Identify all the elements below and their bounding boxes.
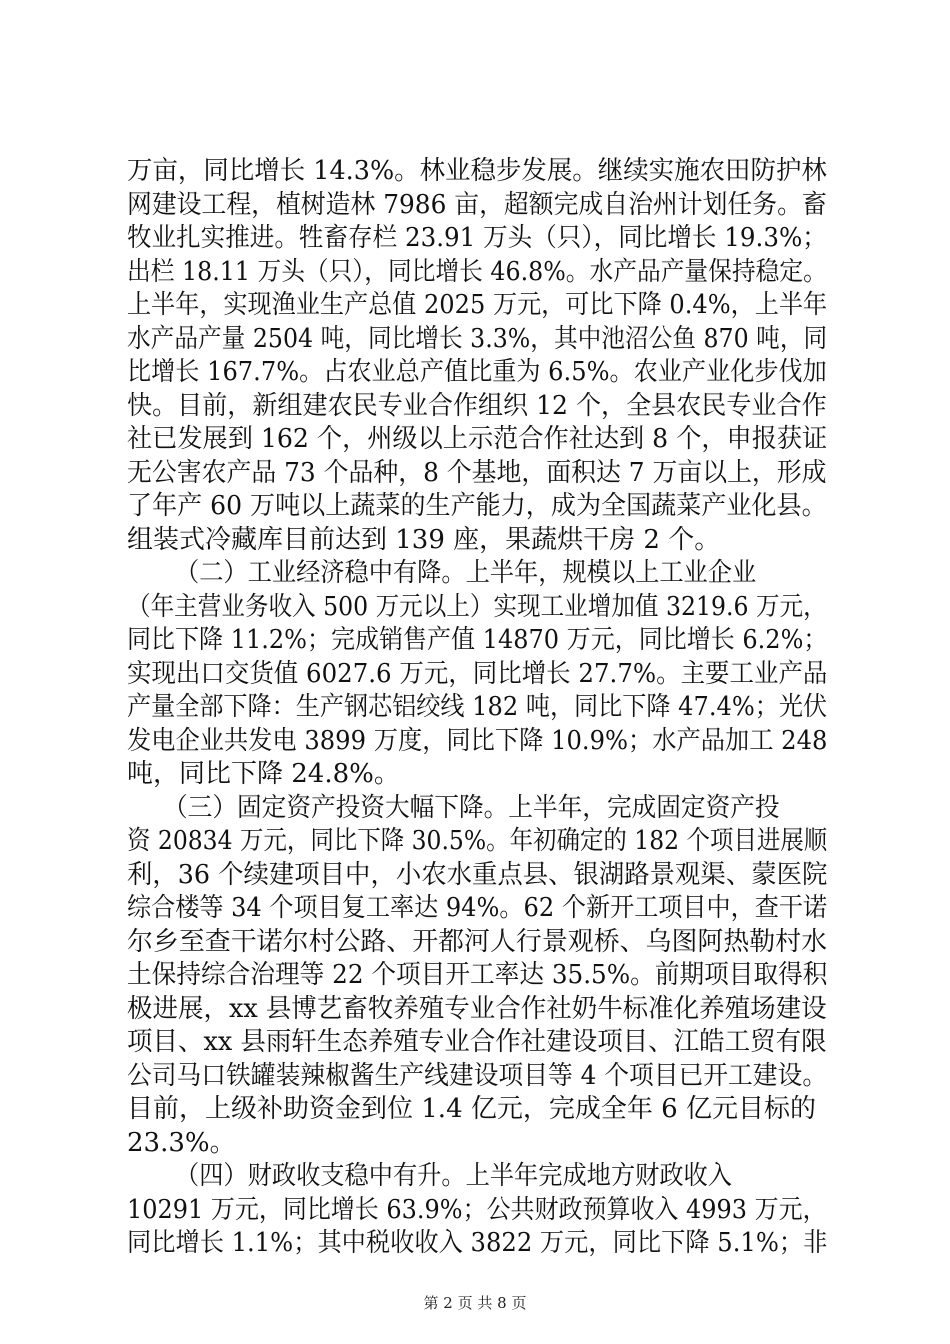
text-line: 上半年，实现渔业生产总值 2025 万元，可比下降 0.4%，上半年 [127, 290, 828, 320]
text-line: 吨，同比下降 24.8%。 [127, 759, 400, 789]
text-line: 项目、xx 县雨轩生态养殖专业合作社建设项目、江皓工贸有限 [127, 1027, 827, 1057]
section-heading-line: （二）工业经济稳中有降。上半年，规模以上工业企业 [175, 558, 757, 588]
text-line: 万亩，同比增长 14.3%。林业稳步发展。继续实施农田防护林 [127, 156, 827, 186]
page-footer: 第 2 页 共 8 页 [423, 1294, 527, 1312]
text-line: 组装式冷藏库目前达到 139 座，果蔬烘干房 2 个。 [127, 525, 721, 555]
text-line: 公司马口铁罐装辣椒酱生产线建设项目等 4 个项目已开工建设。 [127, 1061, 828, 1091]
section-heading-line: （四）财政收支稳中有升。上半年完成地方财政收入 [175, 1161, 732, 1191]
text-line: 土保持综合治理等 22 个项目开工率达 35.5%。前期项目取得积 [127, 960, 828, 990]
text-line: 网建设工程，植树造林 7986 亩，超额完成自治州计划任务。畜 [127, 190, 827, 220]
text-line: （年主营业务收入 500 万元以上）实现工业增加值 3219.6 万元， [127, 592, 827, 622]
text-line: 比增长 167.7%。占农业总产值比重为 6.5%。农业产业化步伐加 [127, 357, 827, 387]
text-line: 同比增长 1.1%；其中税收收入 3822 万元，同比下降 5.1%；非 [127, 1228, 828, 1258]
text-line: 10291 万元，同比增长 63.9%；公共财政预算收入 4993 万元， [127, 1195, 827, 1225]
text-line: 水产品产量 2504 吨，同比增长 3.3%，其中池沼公鱼 870 吨，同 [127, 324, 828, 354]
text-line: 极进展，xx 县博艺畜牧养殖专业合作社奶牛标准化养殖场建设 [127, 994, 827, 1024]
text-line: 目前，上级补助资金到位 1.4 亿元，完成全年 6 亿元目标的 [127, 1094, 816, 1124]
text-line: 产量全部下降：生产钢芯铝绞线 182 吨，同比下降 47.4%；光伏 [127, 692, 828, 722]
text-line: 出栏 18.11 万头（只），同比增长 46.8%。水产品产量保持稳定。 [127, 257, 827, 287]
text-line: 利，36 个续建项目中，小农水重点县、银湖路景观渠、蒙医院 [127, 860, 828, 890]
text-line: 综合楼等 34 个项目复工率达 94%。62 个新开工项目中，查干诺 [127, 893, 828, 923]
text-line: 发电企业共发电 3899 万度，同比下降 10.9%；水产品加工 248 [127, 726, 828, 756]
text-line: 牧业扎实推进。牲畜存栏 23.91 万头（只），同比增长 19.3%； [127, 223, 827, 253]
text-line: 了年产 60 万吨以上蔬菜的生产能力，成为全国蔬菜产业化县。 [127, 491, 827, 521]
text-line: 社已发展到 162 个，州级以上示范合作社达到 8 个，申报获证 [127, 424, 828, 454]
text-line: 无公害农产品 73 个品种，8 个基地，面积达 7 万亩以上，形成 [127, 458, 827, 488]
text-line: 尔乡至查干诺尔村公路、开都河人行景观桥、乌图阿热勒村水 [127, 927, 828, 957]
text-line: 23.3%。 [127, 1128, 236, 1158]
text-line: 资 20834 万元，同比下降 30.5%。年初确定的 182 个项目进展顺 [127, 826, 828, 856]
text-line: 同比下降 11.2%；完成销售产值 14870 万元，同比增长 6.2%； [127, 625, 828, 655]
section-heading-line: （三）固定资产投资大幅下降。上半年，完成固定资产投 [163, 793, 780, 823]
text-line: 快。目前，新组建农民专业合作组织 12 个，全县农民专业合作 [127, 391, 827, 421]
text-line: 实现出口交货值 6027.6 万元，同比增长 27.7%。主要工业产品 [127, 659, 828, 689]
